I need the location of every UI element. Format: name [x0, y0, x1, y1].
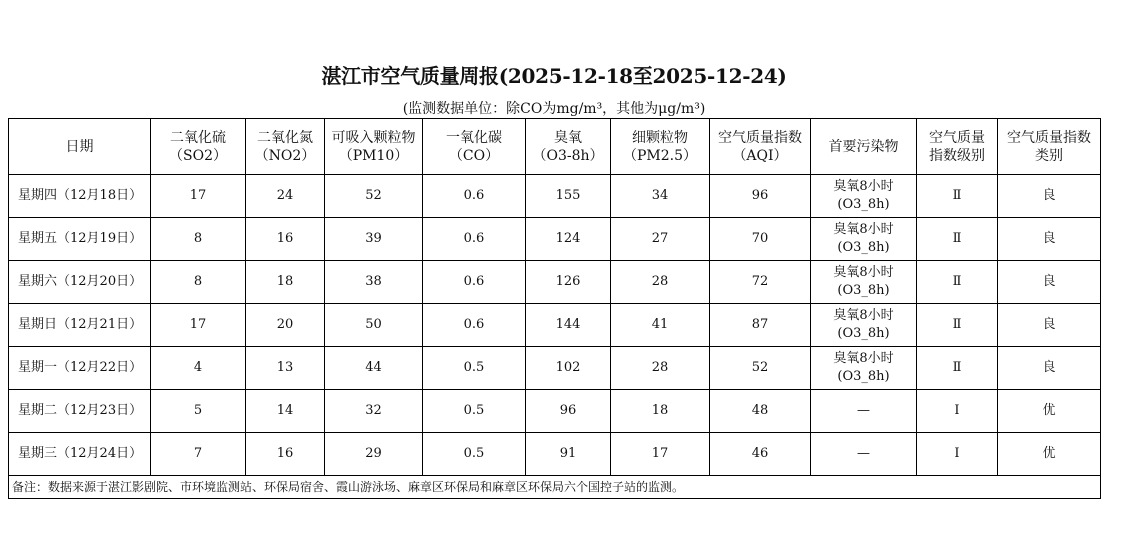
cell-so2: 17 — [151, 175, 246, 218]
cell-co: 0.6 — [423, 261, 526, 304]
pollutant-name: 臭氧8小时 — [833, 351, 894, 366]
table-row — [9, 433, 1101, 476]
cell-category: 良 — [998, 261, 1101, 304]
cell-date: 星期六（12月20日） — [9, 261, 151, 304]
column-header-sublabel: （NO2） — [254, 147, 316, 164]
cell-pm25: 34 — [611, 175, 710, 218]
column-header-label: 一氧化碳 — [446, 129, 502, 146]
table-row — [9, 390, 1101, 433]
cell-pm25: 28 — [611, 347, 710, 390]
column-header-sublabel: （PM10） — [338, 147, 409, 164]
cell-o3: 124 — [526, 218, 611, 261]
cell-aqi: 52 — [710, 347, 811, 390]
pollutant-code: (O3_8h) — [837, 283, 890, 298]
cell-so2: 4 — [151, 347, 246, 390]
column-header-sublabel: （CO） — [448, 147, 500, 164]
cell-so2: 5 — [151, 390, 246, 433]
table-body — [9, 175, 1101, 499]
cell-pm10: 32 — [325, 390, 423, 433]
cell-date: 星期二（12月23日） — [9, 390, 151, 433]
cell-category: 良 — [998, 218, 1101, 261]
cell-level: Ⅰ — [917, 390, 998, 433]
cell-no2: 20 — [246, 304, 325, 347]
cell-no2: 16 — [246, 218, 325, 261]
cell-primary-pollutant — [811, 304, 917, 347]
pollutant-name: 臭氧8小时 — [833, 265, 894, 280]
cell-co: 0.6 — [423, 175, 526, 218]
cell-category: 优 — [998, 433, 1101, 476]
column-header-label: 二氧化硫 — [170, 129, 226, 146]
table-row — [9, 175, 1101, 218]
cell-pm10: 39 — [325, 218, 423, 261]
cell-o3: 126 — [526, 261, 611, 304]
table-row — [9, 218, 1101, 261]
column-header — [526, 119, 611, 175]
column-header-label: 空气质量 — [929, 129, 985, 146]
pollutant-code: (O3_8h) — [837, 240, 890, 255]
cell-co: 0.6 — [423, 304, 526, 347]
cell-primary-pollutant — [811, 261, 917, 304]
column-header-sublabel: 类别 — [1035, 147, 1063, 164]
column-header — [325, 119, 423, 175]
cell-o3: 144 — [526, 304, 611, 347]
cell-pm10: 29 — [325, 433, 423, 476]
cell-primary-pollutant — [811, 218, 917, 261]
table-row — [9, 347, 1101, 390]
cell-category: 良 — [998, 304, 1101, 347]
cell-co: 0.6 — [423, 218, 526, 261]
cell-so2: 7 — [151, 433, 246, 476]
cell-no2: 24 — [246, 175, 325, 218]
column-header-label: 可吸入颗粒物 — [331, 129, 416, 146]
column-header-label: 首要污染物 — [828, 138, 899, 155]
table-row — [9, 261, 1101, 304]
cell-pm10: 50 — [325, 304, 423, 347]
column-header-sublabel: （PM2.5） — [622, 147, 698, 164]
cell-level: Ⅱ — [917, 304, 998, 347]
column-header — [710, 119, 811, 175]
pollutant-code: (O3_8h) — [837, 369, 890, 384]
cell-pm10: 44 — [325, 347, 423, 390]
column-header-label: 日期 — [65, 138, 94, 155]
cell-date: 星期一（12月22日） — [9, 347, 151, 390]
cell-o3: 91 — [526, 433, 611, 476]
cell-aqi: 48 — [710, 390, 811, 433]
cell-primary-pollutant — [811, 433, 917, 476]
cell-pm25: 17 — [611, 433, 710, 476]
cell-primary-pollutant — [811, 347, 917, 390]
cell-level: Ⅱ — [917, 175, 998, 218]
column-header-label: 空气质量指数 — [718, 129, 802, 146]
cell-category: 良 — [998, 175, 1101, 218]
cell-date: 星期日（12月21日） — [9, 304, 151, 347]
column-header-label: 臭氧 — [554, 129, 582, 146]
cell-primary-pollutant — [811, 390, 917, 433]
pollutant-code: (O3_8h) — [837, 197, 890, 212]
cell-aqi: 72 — [710, 261, 811, 304]
cell-date: 星期三（12月24日） — [9, 433, 151, 476]
column-header-label: 空气质量指数 — [1007, 129, 1091, 146]
pollutant-name: — — [857, 403, 870, 418]
column-header — [246, 119, 325, 175]
cell-level: Ⅱ — [917, 218, 998, 261]
cell-aqi: 96 — [710, 175, 811, 218]
cell-pm25: 18 — [611, 390, 710, 433]
report-title: 湛江市空气质量周报(2025-12-18至2025-12-24) — [321, 64, 787, 88]
cell-co: 0.5 — [423, 433, 526, 476]
cell-date: 星期四（12月18日） — [9, 175, 151, 218]
column-header-sublabel: （O3-8h） — [532, 147, 604, 164]
pollutant-name: — — [857, 446, 870, 461]
cell-aqi: 46 — [710, 433, 811, 476]
cell-so2: 17 — [151, 304, 246, 347]
cell-co: 0.5 — [423, 390, 526, 433]
cell-pm10: 52 — [325, 175, 423, 218]
column-header-label: 二氧化氮 — [257, 129, 313, 146]
cell-so2: 8 — [151, 218, 246, 261]
pollutant-name: 臭氧8小时 — [833, 308, 894, 323]
column-header-sublabel: （AQI） — [732, 147, 788, 164]
table-row — [9, 304, 1101, 347]
column-header-label: 细颗粒物 — [632, 129, 688, 146]
column-header — [917, 119, 998, 175]
cell-category: 优 — [998, 390, 1101, 433]
cell-pm25: 41 — [611, 304, 710, 347]
pollutant-name: 臭氧8小时 — [833, 222, 894, 237]
cell-co: 0.5 — [423, 347, 526, 390]
cell-level: Ⅱ — [917, 261, 998, 304]
cell-pm25: 27 — [611, 218, 710, 261]
air-quality-table — [8, 118, 1101, 499]
cell-level: Ⅰ — [917, 433, 998, 476]
column-header — [423, 119, 526, 175]
cell-aqi: 87 — [710, 304, 811, 347]
column-header — [9, 119, 151, 175]
cell-category: 良 — [998, 347, 1101, 390]
cell-o3: 155 — [526, 175, 611, 218]
cell-o3: 102 — [526, 347, 611, 390]
pollutant-code: (O3_8h) — [837, 326, 890, 341]
column-header — [151, 119, 246, 175]
cell-so2: 8 — [151, 261, 246, 304]
column-header — [811, 119, 917, 175]
cell-primary-pollutant — [811, 175, 917, 218]
cell-o3: 96 — [526, 390, 611, 433]
cell-no2: 18 — [246, 261, 325, 304]
header-row — [9, 119, 1101, 175]
column-header — [611, 119, 710, 175]
column-header — [998, 119, 1101, 175]
cell-aqi: 70 — [710, 218, 811, 261]
footnote: 备注：数据来源于湛江影剧院、市环境监测站、环保局宿舍、霞山游泳场、麻章区环保局和麻章区环保局六个国控子站的监测。 — [9, 476, 1101, 499]
note-row — [9, 476, 1101, 499]
cell-no2: 16 — [246, 433, 325, 476]
pollutant-name: 臭氧8小时 — [833, 179, 894, 194]
cell-no2: 14 — [246, 390, 325, 433]
cell-pm10: 38 — [325, 261, 423, 304]
cell-level: Ⅱ — [917, 347, 998, 390]
cell-pm25: 28 — [611, 261, 710, 304]
cell-date: 星期五（12月19日） — [9, 218, 151, 261]
column-header-sublabel: （SO2） — [169, 147, 227, 164]
unit-note: (监测数据单位：除CO为mg/m³，其他为μg/m³) — [402, 101, 706, 117]
cell-no2: 13 — [246, 347, 325, 390]
column-header-sublabel: 指数级别 — [929, 147, 985, 164]
